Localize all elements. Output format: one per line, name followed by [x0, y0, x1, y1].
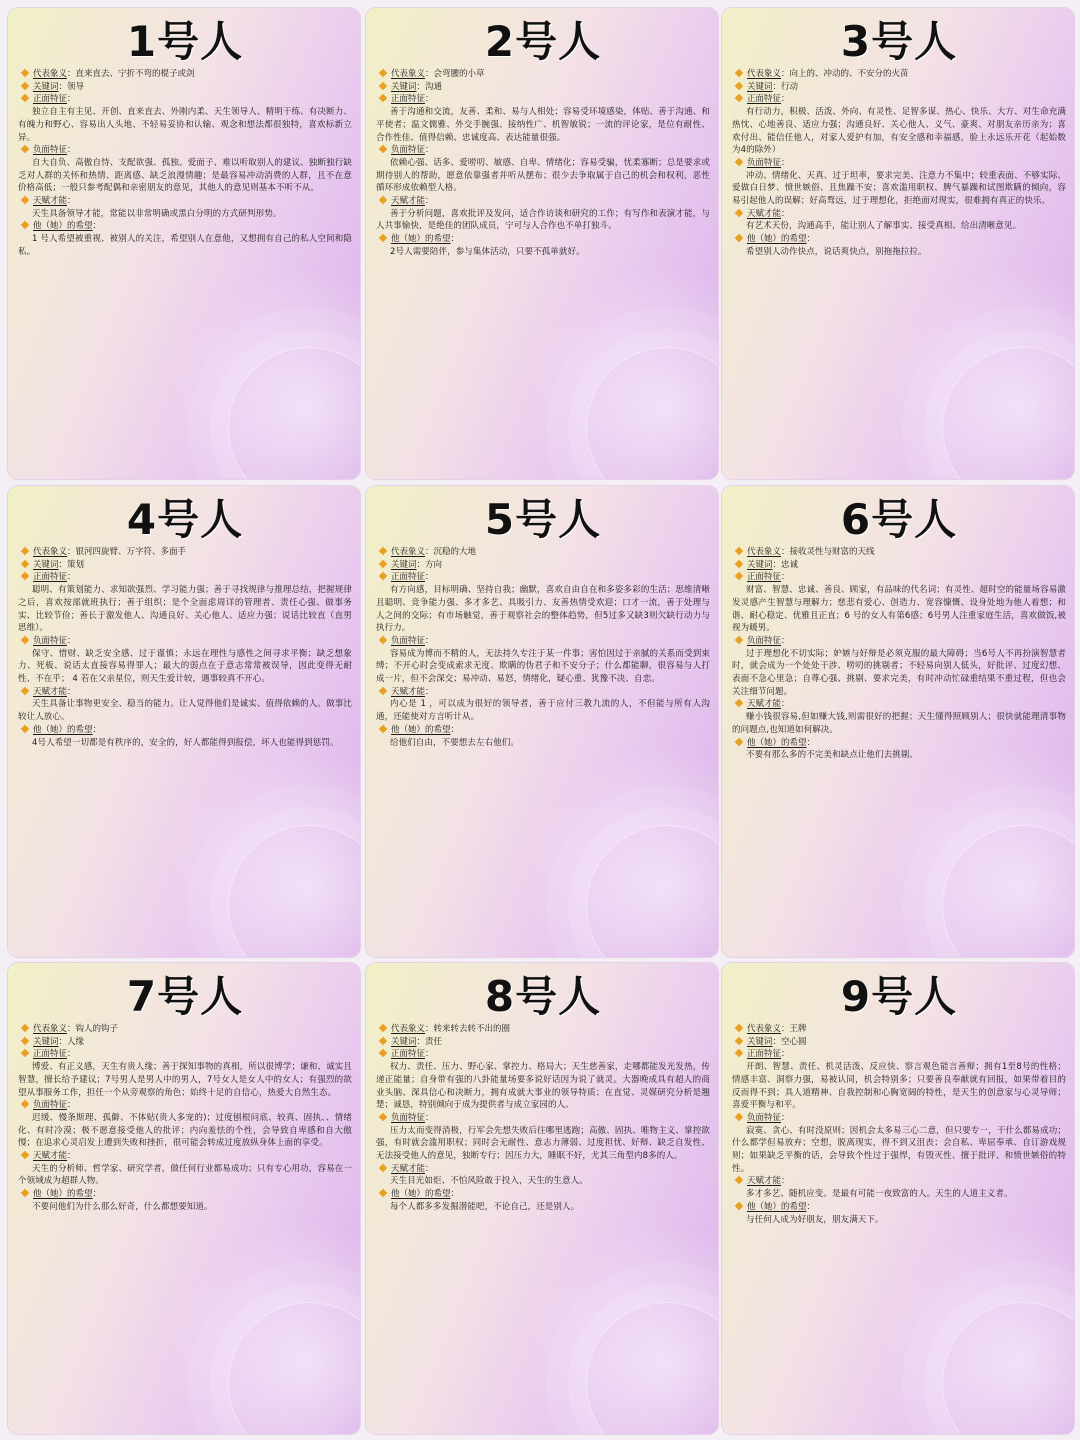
section-label: 正面特征 — [33, 572, 68, 583]
diamond-bullet-icon — [21, 196, 29, 204]
card-title: 5号人 — [484, 495, 602, 544]
diamond-bullet-icon — [735, 1176, 743, 1184]
field-value: 忠诚 — [781, 559, 799, 570]
card-5 — [366, 486, 718, 957]
positive-traits-header: 正面特征： — [376, 571, 710, 584]
positive-traits-text: 独立自主有主见、开创、直来直去、外刚内柔、天生领导人、精明干练、有决断力、有魄力和野心、容易出人头地、不轻易妥协和认输、观念和想法都很独特，喜欢标新立异。 — [18, 107, 352, 143]
field-label: 代表象义 — [747, 1024, 782, 1034]
diamond-bullet-icon — [21, 94, 29, 102]
diamond-bullet-icon — [735, 699, 743, 707]
positive-traits-text: 财富、智慧、忠诚、善良、顾家，有品味的代名词；有灵性、超时空的能量场容易激发灵感产生智慧与理解力；慈悲有爱心、创造力、宽容慷慨、设身处地为他人着想；和谐、耐心稳定、优雅且正直；6 号的女人有第6感；6号男人注重家庭生活，喜欢做饭,被视为暖男。 — [732, 585, 1066, 634]
hopes-text: 希望别人动作快点，说话爽快点，别拖拖拉拉。 — [746, 246, 927, 257]
diamond-bullet-icon — [735, 81, 743, 89]
diamond-bullet-icon — [379, 1024, 387, 1032]
diamond-bullet-icon — [379, 686, 387, 694]
symbol-line: 代表象义：沉稳的大地 — [376, 546, 710, 559]
talents-header: 天赋才能： — [18, 195, 352, 208]
talents-header: 天赋才能： — [376, 195, 710, 208]
positive-traits-text: 博爱、有正义感，天生有贵人缘；善于探知事物的真相，所以很博学；谦和、诚实且智慧，擅长给予建议；7号男人是男人中的男人，7号女人是女人中的女人；有强烈的欲望从事服务工作，担任一个从旁观察的角色；始终十足的自信心，热爱大自然生态。 — [18, 1062, 352, 1098]
symbol-line: 代表象义：王牌 — [732, 1023, 1066, 1036]
diamond-bullet-icon — [21, 1151, 29, 1159]
diamond-bullet-icon — [379, 636, 387, 644]
diamond-bullet-icon — [735, 94, 743, 102]
positive-traits-header: 正面特征： — [18, 1048, 352, 1061]
hopes-header: 他（她）的希望： — [732, 1201, 1066, 1214]
diamond-bullet-icon — [735, 1113, 743, 1121]
negative-traits-header: 负面特征： — [18, 1099, 352, 1112]
diamond-bullet-icon — [735, 234, 743, 242]
diamond-bullet-icon — [379, 234, 387, 242]
diamond-bullet-icon — [21, 145, 29, 153]
section-label: 他（她）的希望 — [33, 1189, 93, 1200]
section-label: 负面特征 — [391, 1112, 426, 1123]
card-9 — [722, 963, 1074, 1434]
field-label: 代表象义 — [33, 69, 68, 79]
diamond-bullet-icon — [379, 1189, 387, 1197]
hopes-text: 2号人需要陪伴，参与集体活动，只要不孤单就好。 — [390, 246, 585, 257]
section-label: 他（她）的希望 — [391, 1189, 451, 1200]
section-label: 负面特征 — [33, 1100, 68, 1111]
diamond-bullet-icon — [21, 1189, 29, 1197]
diamond-bullet-icon — [21, 559, 29, 567]
positive-traits-header: 正面特征： — [376, 93, 710, 106]
diamond-bullet-icon — [735, 1024, 743, 1032]
negative-traits-header: 负面特征： — [18, 635, 352, 648]
section-label: 天赋才能 — [747, 1176, 782, 1187]
hopes-text: 1 号人希望被重视、被别人的关注，希望别人在意他，又想拥有自己的私人空间和隐私。 — [18, 234, 352, 257]
negative-traits-text: 过于理想化不切实际；妒嫉与好辩是必须克服的最大障碍；当6号人不再扮演智慧者时，就会成为一个处处干涉、唠叨的挑剔者；不轻易向别人低头，好批评、过度幻想、表面不急心里急；自尊心强、挑剔、要求完美，有时冲动忙碌重结果不重过程，但也会关注细节问题。 — [732, 648, 1066, 697]
diamond-bullet-icon — [21, 636, 29, 644]
field-label: 代表象义 — [747, 69, 782, 79]
field-label: 关键词 — [391, 559, 417, 570]
talents-header: 天赋才能： — [732, 208, 1066, 221]
section-label: 负面特征 — [33, 635, 68, 646]
field-label: 关键词 — [747, 559, 773, 570]
field-value: 沟通 — [425, 81, 443, 92]
section-label: 负面特征 — [391, 145, 426, 156]
keyword-line: 关键词：策划 — [18, 559, 352, 572]
talents-header: 天赋才能： — [376, 1163, 710, 1176]
positive-traits-text: 有方向感，目标明确、坚持自我；幽默，喜欢自由自在和多姿多彩的生活；思维清晰且聪明、竞争能力强、多才多艺、具吸引力、友善热情受欢迎；口才一流，善于处理与人之间的交际；有市场触觉，善于观察社会的整体趋势，但5过多又缺3则欠缺行动力与执行力。 — [376, 585, 710, 634]
section-label: 他（她）的希望 — [747, 1201, 807, 1212]
negative-traits-text: 冲动、情绪化、天真、过于坦率，要求完美、注意力不集中；较重表面、不够实际、爱做白日梦、愤世嫉俗、且焦躁不安；喜欢滥用职权、脾气暴躁和试图欺瞒的倾向，容易引起他人的误解；好高骛远，过于理想化，拒绝面对现实，很难拥有真正的快乐。 — [732, 170, 1066, 207]
negative-traits-text: 压力太而变得消极，行军会先想失败后往哪里逃跑；高傲、固执、唯物主义、掌控欲强，有时就会滥用职权；同时会无耐性、意志力薄弱、过度担忧、好辩、缺乏自发性、无法接受他人的意见，独断专行；因压力大，睡眠不好，尤其三角型内8多的人。 — [376, 1125, 710, 1162]
field-value: 王牌 — [789, 1024, 807, 1034]
field-label: 代表象义 — [391, 69, 426, 79]
diamond-bullet-icon — [735, 636, 743, 644]
diamond-bullet-icon — [379, 145, 387, 153]
field-value: 行动 — [781, 81, 799, 92]
card-title: 2号人 — [484, 17, 602, 66]
symbol-line: 代表象义：向上的、冲动的、不安分的火苗 — [732, 68, 1066, 81]
talents-header: 天赋才能： — [376, 686, 710, 699]
field-label: 代表象义 — [747, 547, 782, 557]
field-value: 空心圆 — [781, 1036, 807, 1047]
negative-traits-text: 寂寞、贪心、有时没原则；因机会太多易三心二意，但只要专一，干什么都易成功；什么都学但易放弃；空想，脱离现实，得不到又沮丧；会自私、卑屈奉承、自订游戏规则；如果缺乏平衡的话，会导致个性过于强悍，有毁灭性、擅于批评、和愤世嫉俗的特性。 — [732, 1125, 1066, 1174]
positive-traits-text: 聪明、有策划能力、求知欲强烈、学习能力强；善于寻找规律与推理总结，把握规律之后，喜欢按部就班执行；善于组织；是个全面虑周详的管理者、责任心强、做事务实、比较节俭；善长于激发他人、沟通良好、关心他人、适应力强；说话比较直（直男思维）。 — [18, 585, 352, 634]
card-3 — [722, 8, 1074, 479]
talents-header: 天赋才能： — [732, 698, 1066, 711]
section-label: 他（她）的希望 — [33, 221, 93, 232]
keyword-line: 关键词：忠诚 — [732, 559, 1066, 572]
field-label: 代表象义 — [33, 1024, 68, 1034]
diamond-bullet-icon — [21, 725, 29, 733]
positive-traits-header: 正面特征： — [18, 93, 352, 106]
field-value: 向上的、冲动的、不安分的火苗 — [789, 69, 909, 79]
negative-traits-text: 依赖心强、话多、爱唠叨、敏感、自卑、情绪化；容易受骗，忧柔寡断；总是要求或期待别人的帮助，愿意依靠强者并听从摆布；很少去争取属于自己的机会和权利，恶性循环形成依赖型人格。 — [376, 157, 710, 194]
field-value: 会弯腰的小草 — [433, 69, 485, 79]
section-label: 负面特征 — [747, 635, 782, 646]
negative-traits-text: 迟缓、慢条斯理、孤僻、不体贴(贵人多宠的)；过度刨根问底、较真、固执、、情绪化、有时冷漠；极不愿意接受他人的批评；内向羞怯的个性，会导致自卑感和自大傲慢；在追求心灵启发上遭到失败和挫折，很可能会转成过度放纵身体上面的享受。 — [18, 1112, 352, 1149]
talents-text: 天生具备让事物更安全、稳当的能力。让人觉得他们是诚实、值得依赖的人。做事比较让人放心。 — [18, 699, 352, 723]
field-label: 关键词 — [33, 81, 59, 92]
positive-traits-header: 正面特征： — [732, 93, 1066, 106]
hopes-header: 他（她）的希望： — [18, 724, 352, 737]
diamond-bullet-icon — [735, 1202, 743, 1210]
hopes-text: 与任何人成为好朋友，朋友满天下。 — [746, 1214, 884, 1225]
diamond-bullet-icon — [21, 1024, 29, 1032]
section-label: 他（她）的希望 — [391, 724, 451, 735]
field-value: 方向 — [425, 559, 443, 570]
diamond-bullet-icon — [21, 221, 29, 229]
field-label: 关键词 — [391, 1036, 417, 1047]
card-1 — [8, 8, 360, 479]
field-value: 银河四旋臂、万字符、多面手 — [75, 547, 187, 557]
section-label: 天赋才能 — [391, 686, 426, 697]
diamond-bullet-icon — [735, 158, 743, 166]
card-title: 8号人 — [484, 972, 602, 1021]
diamond-bullet-icon — [735, 572, 743, 580]
diamond-bullet-icon — [379, 1036, 387, 1044]
field-label: 代表象义 — [33, 547, 68, 557]
diamond-bullet-icon — [735, 1036, 743, 1044]
keyword-line: 关键词：空心圆 — [732, 1036, 1066, 1049]
card-title: 7号人 — [126, 972, 244, 1021]
card-title: 9号人 — [840, 972, 958, 1021]
positive-traits-text: 善于沟通和交流，友善、柔和、易与人相处；容易受环境感染，体贴、善于沟通、和平使者；温文儒雅、外交手腕强、接纳性广、机智敏锐；一流的评论家，是位有耐性、合作性佳、值得信赖、忠诚度高、表达能量很强。 — [376, 107, 710, 143]
keyword-line: 关键词：行动 — [732, 81, 1066, 94]
diamond-bullet-icon — [379, 547, 387, 555]
keyword-line: 关键词：责任 — [376, 1036, 710, 1049]
section-label: 负面特征 — [33, 145, 68, 156]
field-value: 接收灵性与财富的天线 — [789, 547, 875, 557]
diamond-bullet-icon — [735, 737, 743, 745]
diamond-bullet-icon — [379, 1113, 387, 1121]
talents-header: 天赋才能： — [18, 686, 352, 699]
field-value: 转来转去转不出的圈 — [433, 1024, 511, 1034]
section-label: 正面特征 — [391, 1049, 426, 1060]
positive-traits-header: 正面特征： — [18, 571, 352, 584]
diamond-bullet-icon — [21, 69, 29, 77]
diamond-bullet-icon — [379, 69, 387, 77]
section-label: 他（她）的希望 — [391, 234, 451, 245]
field-label: 代表象义 — [391, 547, 426, 557]
section-label: 天赋才能 — [33, 1151, 68, 1162]
section-label: 天赋才能 — [391, 196, 426, 207]
section-label: 天赋才能 — [391, 1163, 426, 1174]
hopes-text: 不要问他们为什么那么好奇，什么都想要知道。 — [32, 1201, 213, 1212]
hopes-header: 他（她）的希望： — [732, 737, 1066, 750]
talents-text: 赚小钱很容易,但如赚大钱,则需很好的把握；天生懂得照顾别人；很快就能理清事物的问题点,也知道如何解决。 — [732, 712, 1066, 735]
diamond-bullet-icon — [379, 1163, 387, 1171]
hopes-header: 他（她）的希望： — [376, 724, 710, 737]
card-7 — [8, 963, 360, 1434]
diamond-bullet-icon — [379, 81, 387, 89]
diamond-bullet-icon — [21, 81, 29, 89]
hopes-header: 他（她）的希望： — [376, 233, 710, 246]
card-title: 1号人 — [126, 17, 244, 66]
field-label: 关键词 — [747, 81, 773, 92]
section-label: 天赋才能 — [33, 196, 68, 207]
diamond-bullet-icon — [379, 559, 387, 567]
hopes-header: 他（她）的希望： — [732, 233, 1066, 246]
field-value: 责任 — [425, 1036, 443, 1047]
diamond-bullet-icon — [735, 547, 743, 555]
hopes-header: 他（她）的希望： — [376, 1188, 710, 1201]
field-value: 人缘 — [67, 1036, 85, 1047]
field-value: 钩人的钩子 — [75, 1024, 119, 1034]
positive-traits-header: 正面特征： — [732, 571, 1066, 584]
field-value: 沉稳的大地 — [433, 547, 477, 557]
symbol-line: 代表象义：会弯腰的小草 — [376, 68, 710, 81]
section-label: 天赋才能 — [747, 699, 782, 710]
section-label: 正面特征 — [747, 572, 782, 583]
negative-traits-header: 负面特征： — [732, 157, 1066, 170]
section-label: 负面特征 — [747, 157, 782, 168]
symbol-line: 代表象义：接收灵性与财富的天线 — [732, 546, 1066, 559]
negative-traits-header: 负面特征： — [18, 144, 352, 157]
card-title: 4号人 — [126, 495, 244, 544]
symbol-line: 代表象义：转来转去转不出的圈 — [376, 1023, 710, 1036]
diamond-bullet-icon — [379, 196, 387, 204]
diamond-bullet-icon — [735, 208, 743, 216]
hopes-text: 给他们自由，不要想去左右他们。 — [390, 737, 520, 748]
card-title: 3号人 — [840, 17, 958, 66]
negative-traits-header: 负面特征： — [732, 635, 1066, 648]
talents-text: 多才多艺、随机应变。是最有可能一夜致富的人。天生的人道主义者。 — [746, 1189, 1013, 1200]
talents-header: 天赋才能： — [732, 1175, 1066, 1188]
positive-traits-header: 正面特征： — [376, 1048, 710, 1061]
hopes-header: 他（她）的希望： — [18, 220, 352, 233]
symbol-line: 代表象义：银河四旋臂、万字符、多面手 — [18, 546, 352, 559]
negative-traits-header: 负面特征： — [376, 635, 710, 648]
diamond-bullet-icon — [21, 686, 29, 694]
positive-traits-text: 开朗、智慧、责任、机灵活泼、反应快、察言观色能言善辩；拥有1至8号的性格；情感丰富、洞察力强，易被认同，机会特别多；只要善良奉献就有回报，如果带着目的反而得不到；具人道精神、自我控制和心胸宽阔的特性，是天生的创意家与心灵导师；喜爱平衡与和平。 — [732, 1062, 1066, 1111]
hopes-text: 每个人都多多发掘潜能吧，不论自己，还是别人。 — [390, 1201, 580, 1212]
negative-traits-header: 负面特征： — [376, 144, 710, 157]
section-label: 正面特征 — [391, 94, 426, 105]
talents-text: 天生目光如炬、不怕风险敢于投入，天生的生意人。 — [390, 1176, 588, 1187]
diamond-bullet-icon — [379, 1049, 387, 1057]
diamond-bullet-icon — [735, 559, 743, 567]
card-title: 6号人 — [840, 495, 958, 544]
talents-text: 天生具备领导才能，常能以非常明确或黑白分明的方式研判形势。 — [32, 208, 282, 219]
diamond-bullet-icon — [379, 94, 387, 102]
symbol-line: 代表象义：直来直去、宁折不弯的棍子或剑 — [18, 68, 352, 81]
keyword-line: 关键词：沟通 — [376, 81, 710, 94]
section-label: 正面特征 — [747, 1049, 782, 1060]
section-label: 正面特征 — [391, 572, 426, 583]
hopes-text: 4号人希望一切都是有秩序的，安全的，好人都能得到报偿，坏人也能得到惩罚。 — [32, 737, 339, 748]
talents-text: 有艺术天份，沟通高手，能让别人了解事实、接受真相、给出清晰意见。 — [746, 221, 1022, 232]
negative-traits-text: 容易成为博而不精的人，无法持久专注于某一件事；害怕因过于亲腻的关系而受到束缚；不开心时会变成索求无度、欺瞒的伪君子和不安分子；什么都能聊，很容易与人打成一片，但不会深交；易冲动、易怒，情绪化，疑心重、犹豫不决、自恋。 — [376, 648, 710, 685]
hopes-header: 他（她）的希望： — [18, 1188, 352, 1201]
keyword-line: 关键词：领导 — [18, 81, 352, 94]
field-label: 代表象义 — [391, 1024, 426, 1034]
diamond-bullet-icon — [21, 547, 29, 555]
field-value: 直来直去、宁折不弯的棍子或剑 — [75, 69, 195, 79]
section-label: 正面特征 — [33, 1049, 68, 1060]
diamond-bullet-icon — [21, 572, 29, 580]
positive-traits-text: 有行动力，积极、活泼、外向、有灵性、足智多谋、热心、快乐、大方、对生命充满热忱、心地善良、适应力强；沟通良好、关心他人、义气、豪爽、对朋友亲历亲为；喜欢付出、能信任他人，对家人爱护有加，有安全感和幸福感，脸上永远乐开花（起始数为4的除外） — [732, 107, 1066, 156]
diamond-bullet-icon — [21, 1100, 29, 1108]
diamond-bullet-icon — [379, 572, 387, 580]
section-label: 负面特征 — [747, 1112, 782, 1123]
card-6 — [722, 486, 1074, 957]
talents-text: 善于分析问题，喜欢批评及发问，适合作访谈和研究的工作；有写作和表演才能，与人共事愉快，是绝佳的团队成员，宁可与人合作也不单打独斗。 — [376, 208, 710, 232]
diamond-bullet-icon — [379, 725, 387, 733]
positive-traits-header: 正面特征： — [732, 1048, 1066, 1061]
positive-traits-text: 权力、责任、压力、野心家、掌控力、格局大；天生慈善家，走哪都能发光发热，传递正能量；自身带有强的八卦能量场要多说好话因为说了就灵。大器晚成具有超人的商业头脑、深具信心和决断力，拥有成就大事业的领导特质；在直觉、灵媒研究分析是翘楚；诚恳，特别倾向于成为提供者与成立家园的人。 — [376, 1062, 710, 1111]
section-label: 正面特征 — [747, 94, 782, 105]
talents-text: 内心是 1 ，可以成为很好的领导者，善于应付三教九流的人，不但能与所有人沟通，还能使对方言听计从。 — [376, 699, 710, 723]
talents-text: 天生的分析师、哲学家、研究学者，做任何行业都易成功；只有专心用功，容易在一个领域成为超群人物。 — [18, 1163, 352, 1187]
field-label: 关键词 — [391, 81, 417, 92]
section-label: 负面特征 — [391, 635, 426, 646]
keyword-line: 关键词：方向 — [376, 559, 710, 572]
field-value: 策划 — [67, 559, 85, 570]
talents-header: 天赋才能： — [18, 1150, 352, 1163]
section-label: 正面特征 — [33, 94, 68, 105]
negative-traits-header: 负面特征： — [376, 1112, 710, 1125]
section-label: 天赋才能 — [33, 686, 68, 697]
section-label: 他（她）的希望 — [33, 724, 93, 735]
symbol-line: 代表象义：钩人的钩子 — [18, 1023, 352, 1036]
negative-traits-header: 负面特征： — [732, 1112, 1066, 1125]
diamond-bullet-icon — [21, 1036, 29, 1044]
diamond-bullet-icon — [735, 1049, 743, 1057]
diamond-bullet-icon — [21, 1049, 29, 1057]
card-8 — [366, 963, 718, 1434]
keyword-line: 关键词：人缘 — [18, 1036, 352, 1049]
card-2 — [366, 8, 718, 479]
field-label: 关键词 — [747, 1036, 773, 1047]
field-label: 关键词 — [33, 1036, 59, 1047]
hopes-text: 不要有那么多的不完美和缺点让他们去挑剔。 — [746, 750, 919, 761]
field-label: 关键词 — [33, 559, 59, 570]
section-label: 天赋才能 — [747, 208, 782, 219]
negative-traits-text: 自大自负、高傲自恃、支配欲强、孤独、爱面子、难以听取别人的建议、独断独行缺乏对人群的关怀和热情、距离感、缺乏浪漫情趣；是最容易冲动消费的人群，且不在意价格高低；一般只参考配偶和亲密朋友的意见，其他人的意见则基本不听不从。 — [18, 157, 352, 194]
negative-traits-text: 保守、惜财、缺乏安全感、过于谨慎；永远在理性与感性之间寻求平衡；缺乏想象力、死板、说话太直接容易得罪人；最大的弱点在于意志常常被误导，因此变得无耐性、不在乎； 4 若在父亲星位，则天生爱计较，遇事较真不开心。 — [18, 648, 352, 685]
field-value: 领导 — [67, 81, 85, 92]
diamond-bullet-icon — [735, 69, 743, 77]
card-4 — [8, 486, 360, 957]
section-label: 他（她）的希望 — [747, 737, 807, 748]
section-label: 他（她）的希望 — [747, 234, 807, 245]
